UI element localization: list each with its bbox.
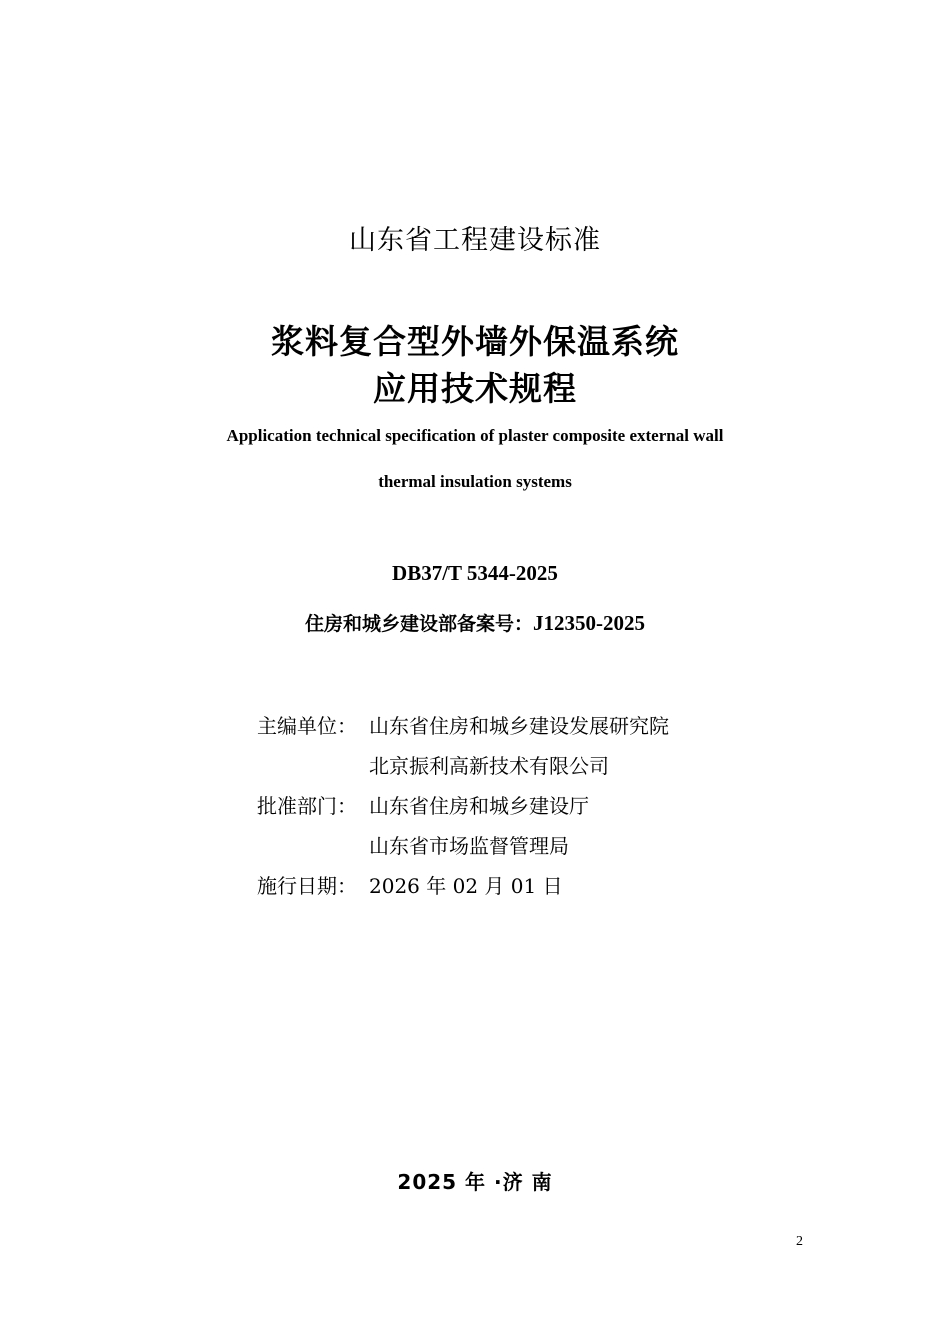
document-info-block — [257, 706, 669, 906]
page-number: 2 — [796, 1234, 803, 1249]
record-number: J12350-2025 — [533, 611, 645, 635]
document-title-line-1: 浆料复合型外墙外保温系统 — [271, 322, 679, 361]
approver-department-2: 山东省市场监督管理局 — [369, 834, 569, 858]
info-label-spacer — [257, 746, 369, 786]
standard-category: 山东省工程建设标准 — [349, 225, 601, 256]
info-label-spacer — [257, 826, 369, 866]
approver-row-2 — [257, 826, 669, 866]
standard-code: DB37/T 5344-2025 — [392, 561, 558, 585]
english-title-line-1: Application technical specification of plaster composite external wall — [226, 426, 724, 445]
approver-row — [257, 786, 669, 826]
publication-footer: 2025 年 ·济 南 — [397, 1170, 553, 1194]
editor-label: 主编单位： — [257, 714, 357, 738]
record-label: 住房和城乡建设部备案号： — [304, 613, 533, 635]
effective-date-value: 2026 年 02 月 01 日 — [369, 874, 563, 898]
english-title-line-2: thermal insulation systems — [378, 472, 572, 491]
document-title-line-2: 应用技术规程 — [373, 369, 577, 408]
editor-row-2 — [257, 746, 669, 786]
record-line — [0, 609, 950, 636]
effective-date-row — [257, 866, 669, 906]
approver-label: 批准部门： — [257, 794, 357, 818]
editor-row — [257, 706, 669, 746]
editor-unit-2: 北京振利高新技术有限公司 — [369, 754, 609, 778]
approver-department-1: 山东省住房和城乡建设厅 — [369, 794, 589, 818]
effective-date-label: 施行日期： — [257, 874, 357, 898]
editor-unit-1: 山东省住房和城乡建设发展研究院 — [369, 714, 669, 738]
